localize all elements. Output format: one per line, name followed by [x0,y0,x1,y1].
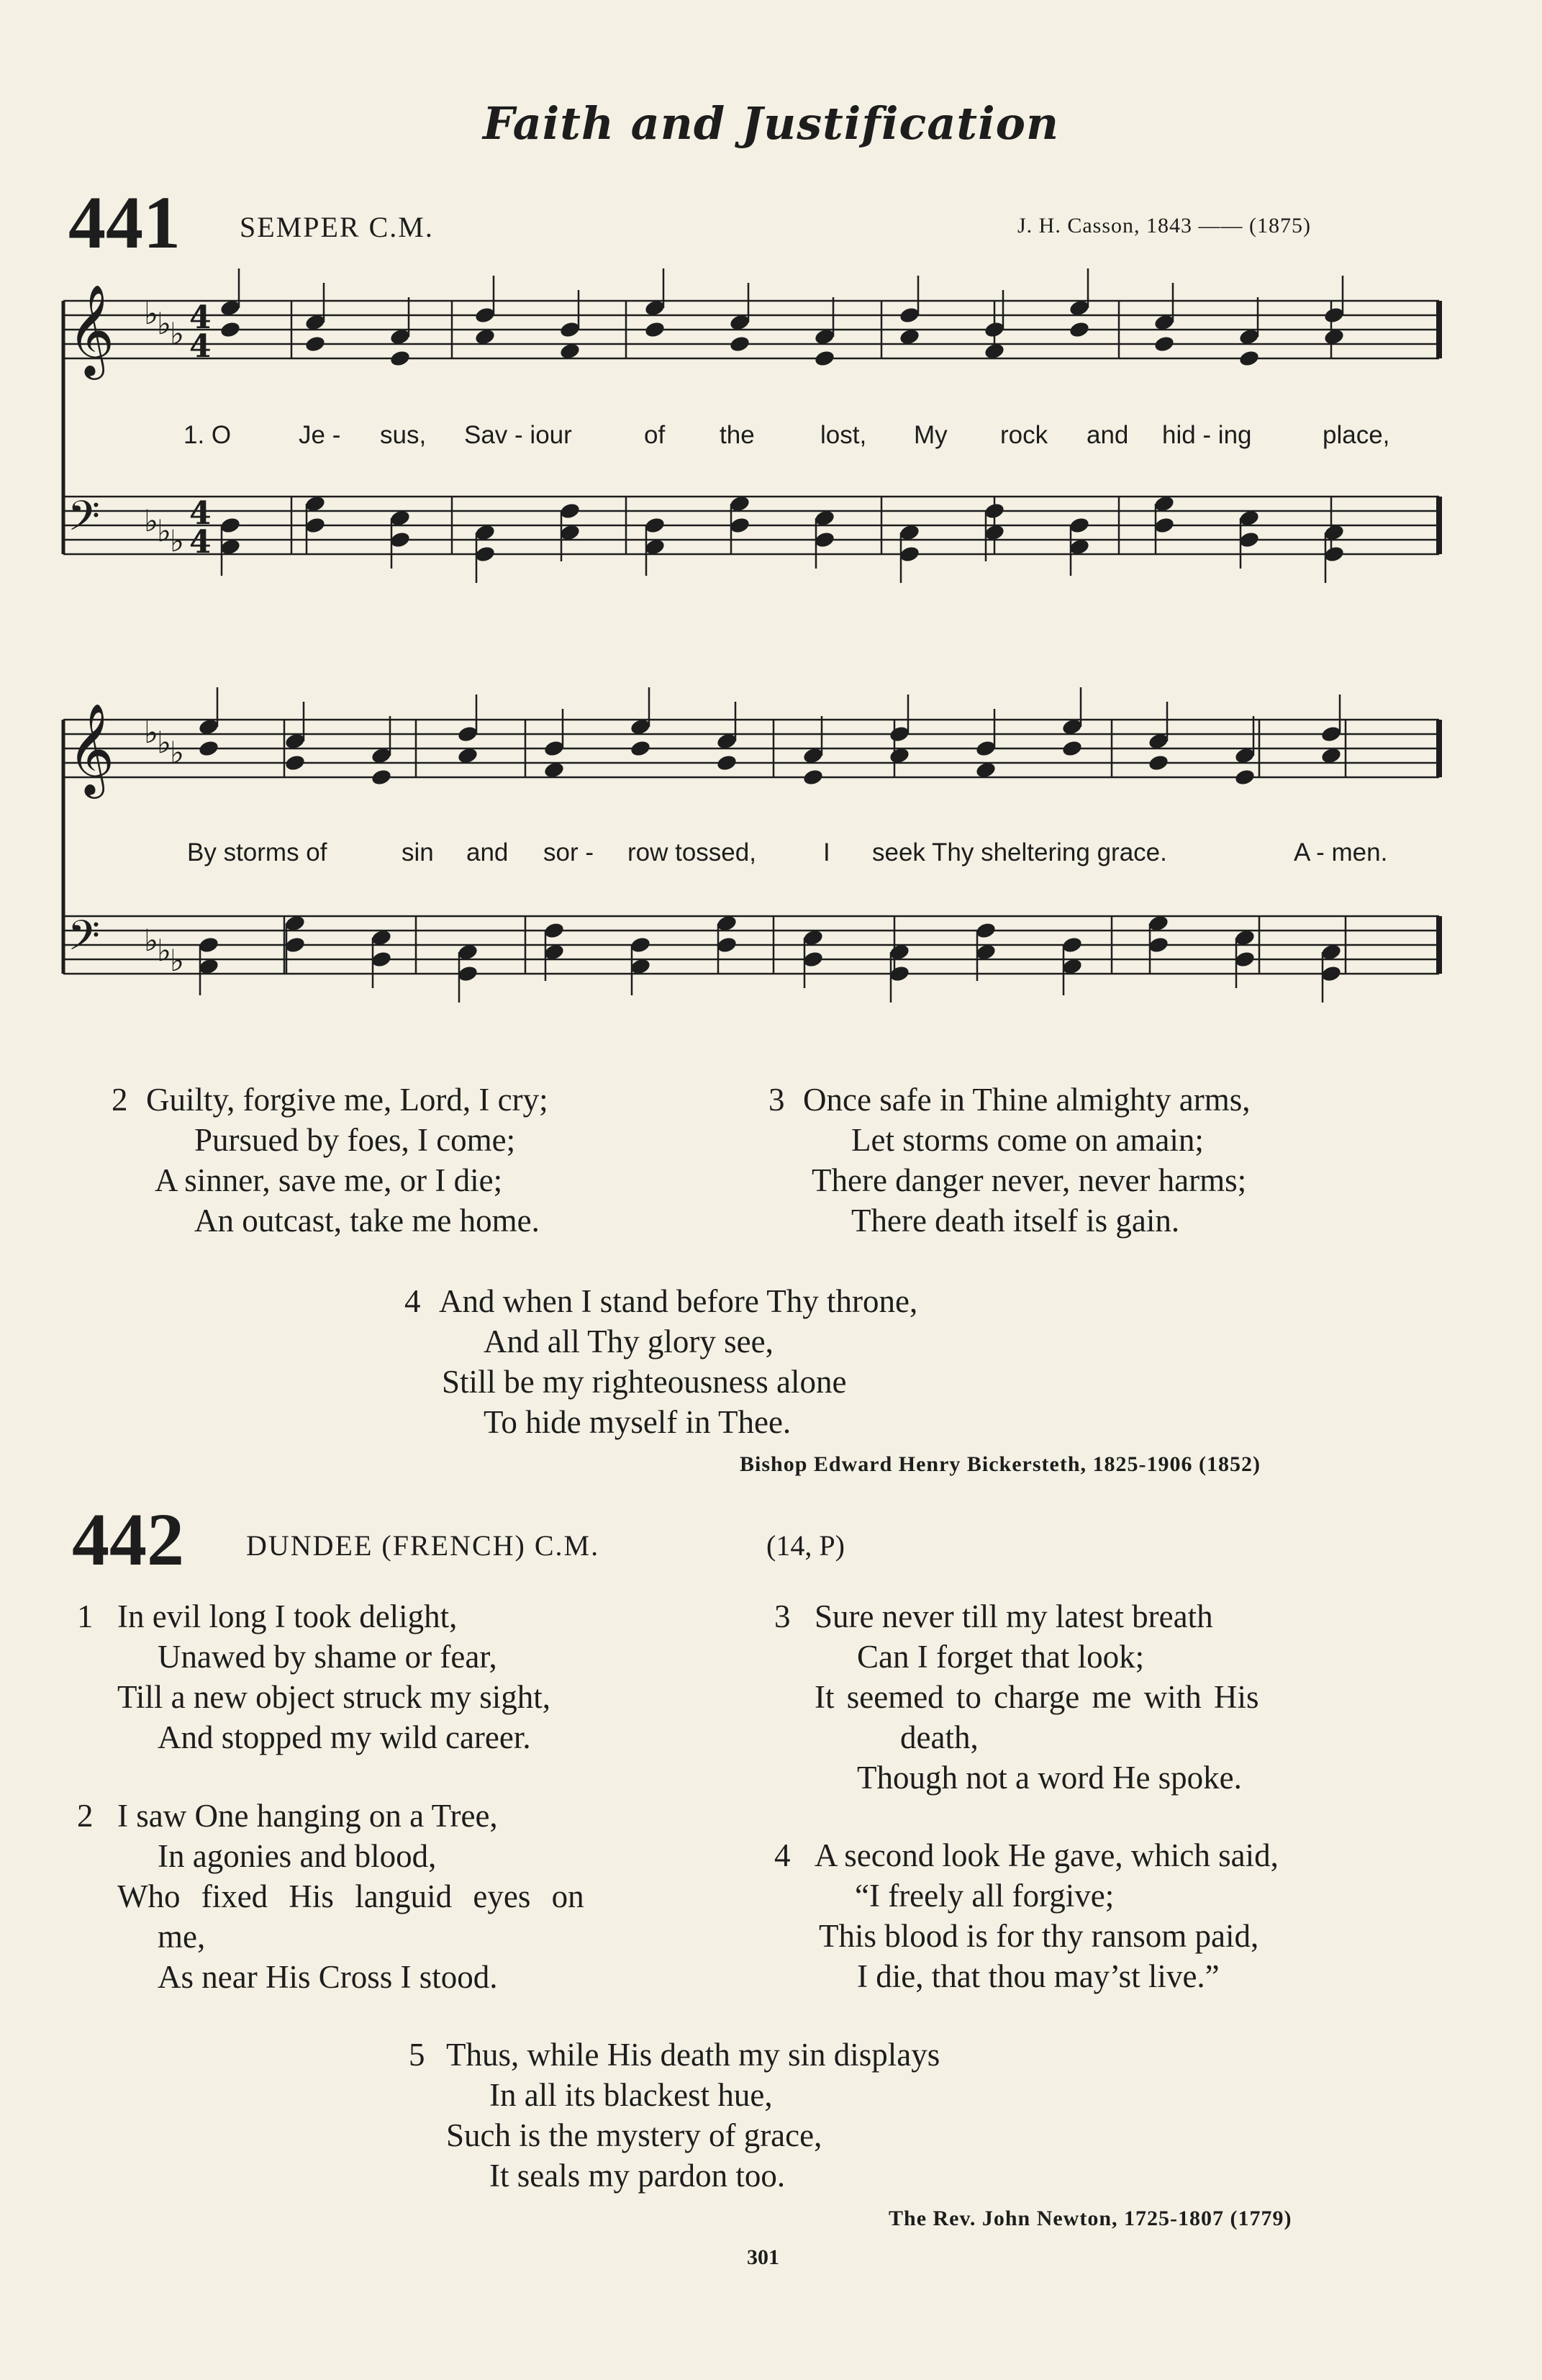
note-head [644,320,666,339]
note-head [198,936,220,954]
note-head [284,754,307,772]
verse-line: death, [900,1719,979,1755]
treble-clef: 𝄞 [68,284,115,376]
flat-sign: ♭ [157,725,171,760]
lyric-syllable: the [720,421,755,449]
verse-number: 1 [77,1598,94,1634]
verse-line: Till a new object struck my sight, [117,1679,551,1715]
note-head [304,335,327,353]
flat-sign: ♭ [144,296,158,331]
note-head [889,964,911,983]
verse-line: A sinner, save me, or I die; [155,1162,503,1198]
note-head [814,349,836,368]
hymn-441-verse-4 [404,1281,917,1442]
verse-number: 2 [77,1798,94,1834]
verse-line: Still be my righteousness alone [442,1364,847,1400]
lyric-syllable: Sav - iour [464,421,572,449]
verse-line: In agonies and blood, [158,1838,437,1874]
lyric-syllable: 1. O [183,421,232,449]
hymn-441-number: 441 [68,181,181,264]
lyric-syllable: and [1087,421,1129,449]
note-head [457,725,479,743]
verse-line: I die, that thou may’st live.” [857,1958,1220,1994]
note-head [716,936,738,954]
note-head [630,936,652,954]
note-head [371,768,393,787]
note-head [1061,936,1084,954]
flat-sign: ♭ [144,715,158,750]
verse-line: Sure never till my latest breath [815,1598,1213,1634]
hymn-442-tune: DUNDEE (FRENCH) C.M. [246,1529,600,1562]
verse-line: Thus, while His death my sin displays [446,2037,940,2073]
note-head [559,320,581,339]
treble-clef: 𝄞 [68,702,115,795]
note-head [1238,530,1261,549]
note-head [1234,768,1256,787]
hymn-441-verse-3 [768,1080,1251,1241]
lyric-syllable: of [644,421,666,449]
hymn-442-verse-1 [77,1596,550,1757]
verse-line: Though not a word He spoke. [857,1760,1242,1796]
verse-number: 4 [404,1283,421,1319]
hymn-442-verse-2 [77,1796,584,1997]
verse-line: In all its blackest hue, [489,2077,773,2113]
verse-line: There danger never, never harms; [812,1162,1247,1198]
hymn-442-number: 442 [72,1498,184,1581]
lyric-syllable: Je - [299,421,341,449]
note-head [975,921,997,940]
hymn-441-composer: J. H. Casson, 1843 —— (1875) [1017,214,1311,237]
lyric-syllable: rock [1000,421,1048,449]
bass-clef: 𝄢 [68,911,101,970]
note-head [559,502,581,520]
verse-line: As near His Cross I stood. [158,1959,498,1995]
note-head [543,921,566,940]
hymn-442-author: The Rev. John Newton, 1725-1807 (1779) [889,2207,1292,2230]
note-head [716,754,738,772]
lyric-syllable: hid - ing [1162,421,1252,449]
verse-line: Who fixed His languid eyes on [117,1878,584,1914]
music-score [0,0,1542,1022]
verse-line: It seals my pardon too. [489,2158,786,2194]
note-head [371,950,393,969]
time-signature: 4 [189,328,212,365]
note-head [219,516,242,535]
lyric-syllable: sus, [380,421,427,449]
lyric-syllable: seek Thy sheltering grace. [872,838,1167,867]
verse-line: I saw One hanging on a Tree, [117,1798,498,1834]
verse-line: This blood is for thy ransom paid, [819,1918,1259,1954]
verse-line: me, [158,1919,206,1955]
note-head [1323,306,1346,325]
note-head [474,306,496,325]
note-head [729,335,751,353]
note-head [975,739,997,758]
note-head [899,306,921,325]
verse-line: Once safe in Thine almighty arms, [803,1082,1251,1118]
time-signature: 4 [189,524,212,561]
verse-line: Guilty, forgive me, Lord, I cry; [146,1082,548,1118]
lyric-syllable: lost, [820,421,867,449]
note-head [1323,545,1346,564]
flat-sign: ♭ [157,513,171,548]
verse-number: 4 [774,1837,791,1873]
flat-sign: ♭ [170,943,184,978]
note-head [457,964,479,983]
flat-sign: ♭ [157,933,171,968]
verse-line: “I freely all forgive; [855,1878,1115,1914]
time-signature: 4 [189,299,212,336]
time-signature: 4 [189,495,212,532]
hymn-441-author: Bishop Edward Henry Bickersteth, 1825-1906 (1852) [740,1452,1261,1476]
flat-sign: ♭ [144,503,158,538]
flat-sign: ♭ [144,923,158,958]
note-head [644,516,666,535]
note-head [284,936,307,954]
note-head [1320,964,1343,983]
hymn-442-verse-3 [774,1596,1259,1798]
verse-line: It seemed to charge me with His [815,1679,1259,1715]
verse-number: 3 [768,1082,785,1118]
verse-line: Unawed by shame or fear, [158,1639,497,1675]
note-head [814,530,836,549]
section-title: Faith and Justification [482,97,1060,150]
hymn-441-tune: SEMPER C.M. [240,211,434,243]
note-head [1238,349,1261,368]
note-head [1148,754,1170,772]
verse-line: To hide myself in Thee. [484,1404,792,1440]
hymn-442-verse-5 [409,2035,940,2196]
verse-line: In evil long I took delight, [117,1598,458,1634]
note-head [1148,936,1170,954]
note-head [1234,950,1256,969]
lyric-syllable: row tossed, [627,838,756,867]
verse-line: There death itself is gain. [851,1203,1180,1239]
lyric-syllable: and [466,838,509,867]
note-head [729,516,751,535]
flat-sign: ♭ [170,735,184,770]
verse-line: And when I stand before Thy throne, [439,1283,918,1319]
note-head [1320,725,1343,743]
lyric-syllable: By storms of [187,838,327,867]
verse-line: And all Thy glory see, [484,1324,774,1359]
note-head [198,739,220,758]
note-head [1061,739,1084,758]
note-head [984,502,1006,520]
verse-number: 3 [774,1598,791,1634]
note-head [474,545,496,564]
lyric-syllable: A - men. [1294,838,1388,867]
note-head [543,739,566,758]
note-head [219,320,242,339]
note-head [304,516,327,535]
flat-sign: ♭ [170,316,184,351]
verse-line: Let storms come on amain; [851,1122,1204,1158]
note-head [1069,516,1091,535]
verse-number: 2 [112,1082,128,1118]
note-head [1153,516,1176,535]
note-head [899,545,921,564]
verse-line: Pursued by foes, I come; [194,1122,516,1158]
flat-sign: ♭ [170,523,184,558]
lyric-syllable: My [914,421,948,449]
hymn-442-tune-ref: (14, P) [766,1529,845,1562]
hymn-441-verse-2 [112,1080,548,1241]
verse-line: And stopped my wild career. [158,1719,531,1755]
flat-sign: ♭ [157,306,171,341]
note-head [889,725,911,743]
note-head [1069,320,1091,339]
note-head [389,530,412,549]
note-head [389,349,412,368]
verse-number: 5 [409,2037,425,2073]
note-head [802,950,825,969]
note-head [984,320,1006,339]
note-head [630,739,652,758]
verse-line: Such is the mystery of grace, [446,2117,822,2153]
page-number: 301 [747,2245,779,2269]
verse-line: A second look He gave, which said, [815,1837,1279,1873]
lyric-syllable: sor - [543,838,594,867]
verse-line: An outcast, take me home. [194,1203,540,1239]
lyric-syllable: place, [1323,421,1390,449]
verse-line: Can I forget that look; [857,1639,1145,1675]
hymn-442-verse-4 [774,1835,1279,1996]
note-head [802,768,825,787]
note-head [1153,335,1176,353]
bass-clef: 𝄢 [68,492,101,551]
lyric-syllable: sin [402,838,434,867]
lyric-syllable: I [823,838,830,867]
